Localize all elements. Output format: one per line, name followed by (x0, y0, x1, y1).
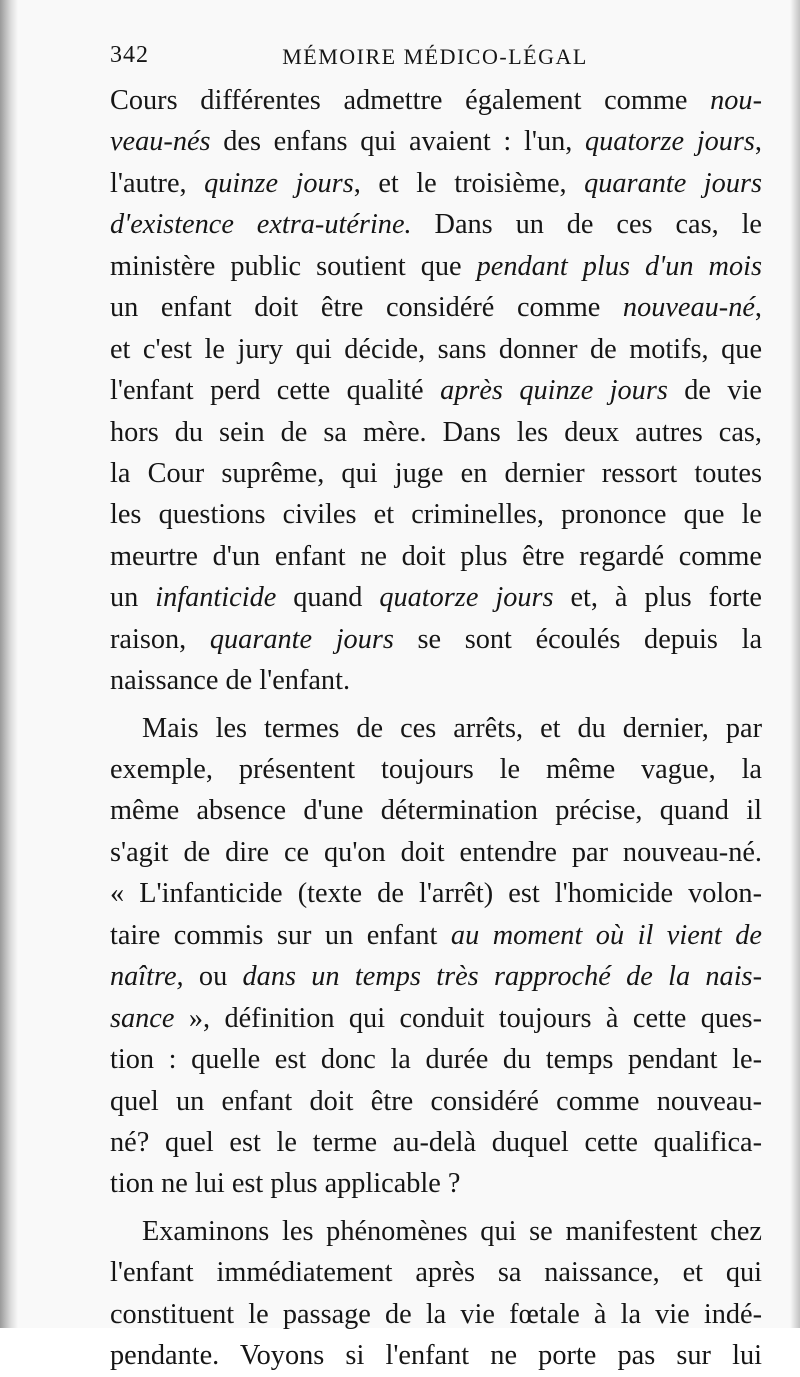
text-run: un (110, 582, 156, 614)
text-run: , (754, 292, 762, 324)
text-run: quand (276, 582, 380, 614)
text-line (110, 832, 762, 873)
text-run: « L'infanticide (texte de l'arrêt) est l'homicide volon- (110, 878, 762, 910)
italic-text: nou- (710, 85, 762, 116)
text-line (110, 329, 762, 370)
text-run: Cours différentes admettre également comme (110, 85, 711, 116)
text-line (110, 749, 762, 790)
text-run: exemple, présentent toujours le même vague, la (110, 754, 762, 785)
text-line (110, 915, 762, 956)
text-line (110, 412, 762, 453)
text-run: l'autre, (110, 167, 205, 199)
text-line (110, 956, 762, 997)
page-edge-shadow (790, 0, 800, 1328)
text-line (110, 1122, 762, 1163)
italic-text: quarante jours (209, 623, 394, 655)
text-line (110, 204, 762, 245)
text-line (110, 370, 762, 411)
text-run: des enfans qui avaient : l'un, (210, 126, 585, 158)
italic-text: d'existence extra-utérine. (110, 209, 412, 241)
text-line (110, 1335, 762, 1376)
text-run: , et le troisième, (353, 167, 585, 199)
text-line (110, 1163, 762, 1204)
text-run: constituent le passage de la vie fœtale à la vie indé- (110, 1298, 762, 1330)
text-run: pendante. Voyons si l'enfant ne porte pas sur lui (110, 1340, 762, 1372)
text-line (110, 453, 762, 494)
italic-text: nouveau-né (622, 292, 755, 324)
italic-text: quinze jours (204, 167, 354, 199)
text-run: meurtre d'un enfant ne doit plus être regardé comme (110, 540, 762, 572)
text-run: l'enfant immédiatement après sa naissance, et qui (110, 1257, 762, 1289)
text-run: né? quel est le terme au-delà duquel cette qualifica- (110, 1126, 762, 1158)
text-run: naissance de l'enfant. (110, 665, 351, 697)
text-line (110, 1081, 762, 1122)
italic-text: infanticide (155, 582, 277, 614)
text-run: même absence d'une détermination précise, quand il (110, 795, 762, 827)
text-run: Mais les termes de ces arrêts, et du dernier, par (142, 712, 762, 744)
italic-text: pendant plus d'un mois (476, 250, 762, 282)
text-run: ou (183, 961, 243, 993)
body-text (110, 80, 762, 1377)
text-line (110, 1294, 762, 1335)
text-run: se sont écoulés depuis la (393, 623, 762, 655)
text-line (110, 1039, 762, 1080)
text-run: quel un enfant doit être considéré comme nouveau- (110, 1085, 762, 1117)
text-line (110, 619, 762, 660)
italic-text: quarante jours (584, 167, 762, 199)
italic-text: quatorze jours (379, 582, 554, 614)
italic-text: après quinze jours (440, 375, 668, 407)
page-number: 342 (110, 42, 149, 68)
text-line (110, 577, 762, 618)
text-run: raison, (110, 623, 210, 655)
text-run: Dans un de ces cas, le (411, 209, 762, 241)
text-line (110, 246, 762, 287)
text-run: un enfant doit être considéré comme (110, 292, 623, 324)
italic-text: sance (110, 1002, 175, 1034)
text-line (110, 873, 762, 914)
text-line (110, 494, 762, 535)
italic-text: quatorze jours (585, 126, 755, 158)
text-run: tion ne lui est plus applicable ? (110, 1168, 461, 1200)
text-line (110, 1252, 762, 1293)
page-header (110, 42, 760, 76)
italic-text: dans un temps très rapproché de la nais- (242, 961, 762, 993)
text-line (110, 660, 762, 701)
text-line (110, 998, 762, 1039)
italic-text: naître, (110, 961, 184, 993)
text-line (110, 80, 762, 121)
text-run: l'enfant perd cette qualité (110, 375, 441, 407)
text-line (110, 708, 762, 749)
text-run: s'agit de dire ce qu'on doit entendre par nouveau-né. (110, 836, 762, 868)
text-line (110, 1211, 762, 1252)
text-run: , (754, 126, 762, 158)
text-run: et, à plus forte (553, 582, 762, 614)
text-run: la Cour suprême, qui juge en dernier ressort toutes (110, 457, 762, 489)
text-line (110, 790, 762, 831)
text-run: ministère public soutient que (110, 250, 477, 282)
text-run: », définition qui conduit toujours à cette ques- (174, 1002, 762, 1034)
text-line (110, 287, 762, 328)
page-gutter-shadow (0, 0, 18, 1328)
text-run: de vie (667, 375, 762, 407)
text-run: taire commis sur un enfant (110, 919, 451, 951)
text-run: et c'est le jury qui décide, sans donner de motifs, que (110, 333, 762, 365)
text-run: hors du sein de sa mère. Dans les deux autres cas, (110, 416, 762, 448)
text-run: tion : quelle est donc la durée du temps pendant le- (110, 1044, 762, 1076)
text-line (110, 121, 762, 162)
text-line (110, 536, 762, 577)
italic-text: au moment où il vient de (450, 919, 762, 951)
text-run: les questions civiles et criminelles, prononce que le (110, 499, 762, 531)
text-run: Examinons les phénomènes qui se manifestent chez (142, 1215, 762, 1247)
italic-text: veau-nés (110, 126, 211, 158)
text-line (110, 163, 762, 204)
running-title: MÉMOIRE MÉDICO-LÉGAL (282, 44, 588, 69)
